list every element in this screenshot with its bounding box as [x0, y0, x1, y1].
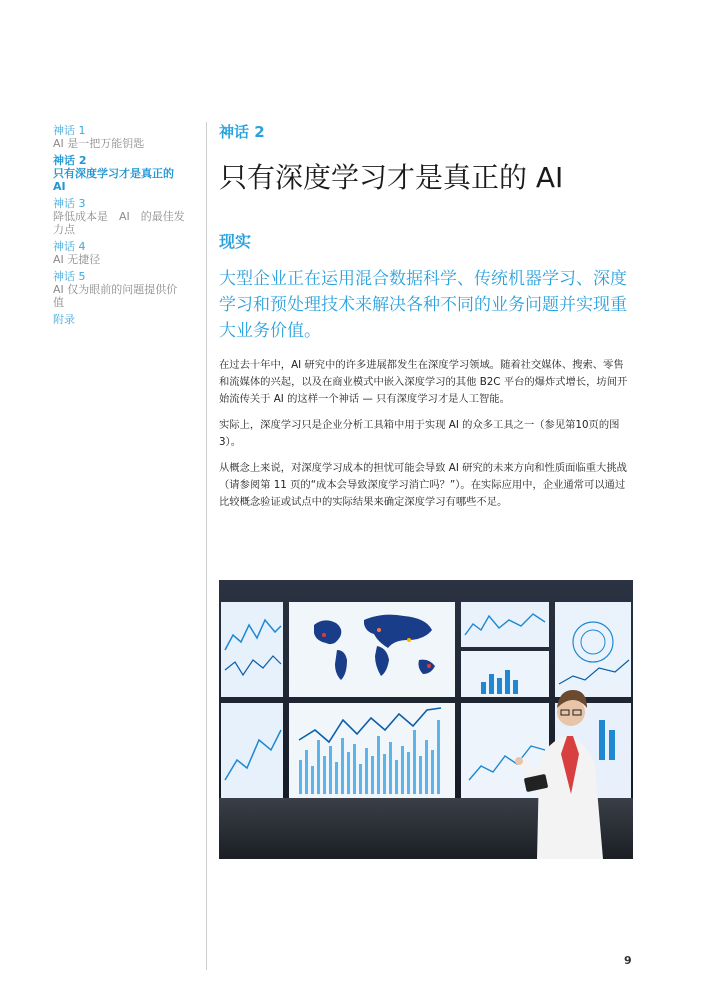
body-paragraph-1: 在过去十年中，AI 研究中的许多进展都发生在深度学习领域。随着社交媒体、搜索、零售和流媒体的兴起，以及在商业模式中嵌入深度学习的其他 B2C 平台的爆炸式增长，坊间开始流传关于 AI 的这样一个神话 — 只有深度学习才是人工智能。	[219, 359, 628, 405]
screen-panel	[555, 602, 631, 697]
body-paragraph-2: 实际上，深度学习只是企业分析工具箱中用于实现 AI 的众多工具之一（参见第10页的图3）。	[219, 419, 620, 448]
toc-num: 神话 5	[53, 270, 86, 283]
toc-item-myth-5[interactable]	[53, 270, 185, 309]
toc-label: AI 无捷径	[53, 253, 101, 266]
section-title: 现实	[219, 232, 252, 251]
world-map-screen	[289, 602, 455, 697]
screen-panel	[221, 602, 283, 697]
screen-panel	[221, 703, 283, 798]
sidebar-toc	[53, 124, 185, 330]
toc-label: AI 是一把万能钥匙	[53, 137, 145, 150]
main-content	[219, 122, 633, 511]
toc-appendix-link[interactable]: 附录	[53, 313, 75, 326]
photo-analytics-wall	[219, 580, 633, 859]
toc-num: 神话 1	[53, 124, 86, 137]
column-divider	[206, 122, 207, 970]
body-paragraph-3: 从概念上来说，对深度学习成本的担忧可能会导致 AI 研究的未来方向和性质面临重大挑战（请参阅第 11 页的“成本会导致深度学习消亡吗？”）。在实际应用中，企业通常可以通过比较概念验证或试点中的实际结果来确定深度学习有哪些不足。	[219, 462, 627, 508]
toc-label: AI 仅为眼前的问题提供价值	[53, 283, 178, 309]
toc-num: 神话 3	[53, 197, 86, 210]
myth-number: 神话 2	[219, 123, 265, 141]
toc-num: 神话 4	[53, 240, 86, 253]
toc-label: 降低成本是 AI 的最佳发力点	[53, 210, 185, 236]
page-number: 9	[624, 954, 632, 967]
toc-item-myth-4[interactable]	[53, 240, 185, 266]
toc-item-myth-2[interactable]	[53, 154, 185, 193]
toc-item-appendix[interactable]	[53, 313, 185, 326]
toc-label: 只有深度学习才是真正的 AI	[53, 167, 174, 193]
toc-item-myth-1[interactable]	[53, 124, 185, 150]
toc-num: 神话 2	[53, 154, 87, 167]
page-title: 只有深度学习才是真正的 AI	[219, 161, 564, 194]
analytics-wall-illustration	[219, 580, 633, 859]
lead-paragraph: 大型企业正在运用混合数据科学、传统机器学习、深度学习和预处理技术来解决各种不同的业务问题并实现重大业务价值。	[219, 269, 627, 341]
toc-item-myth-3[interactable]	[53, 197, 185, 236]
